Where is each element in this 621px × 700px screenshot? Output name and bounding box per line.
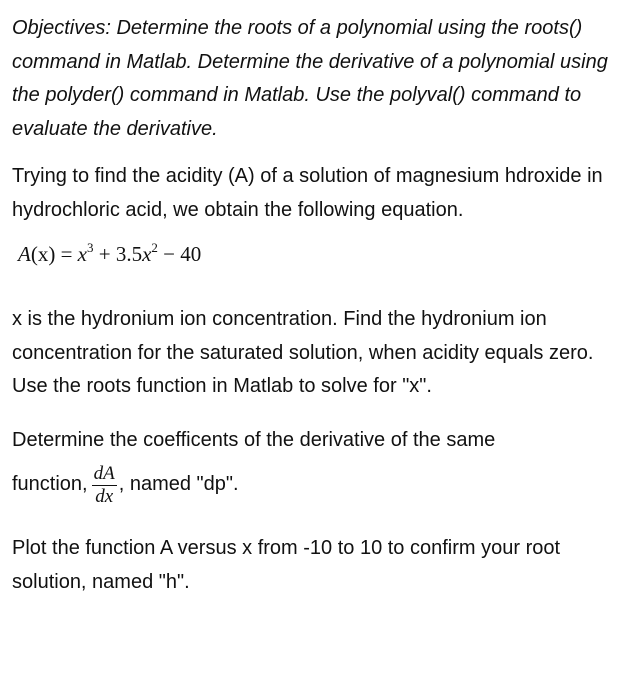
equation-equals: = <box>55 242 78 266</box>
equation-term1-exponent: 3 <box>87 240 94 255</box>
fraction-numerator: dA <box>93 463 115 484</box>
equation-constant-term: − 40 <box>157 242 202 266</box>
equation-lhs-argument: (x) <box>30 242 56 266</box>
derivative-line2 <box>12 463 612 506</box>
equation-term2-variable: x <box>142 242 152 266</box>
hydronium-paragraph: x is the hydronium ion concentration. Find the hydronium ion concentration for the saturated solution, when acidity equals zero. Use the roots function in Matlab to solve for "x". <box>12 308 594 397</box>
derivative-line1: Determine the coefficents of the derivative of the same <box>12 428 496 451</box>
objectives-paragraph: Objectives: Determine the roots of a polynomial using the roots() command in Matlab. Determine the derivative of a polynomial using the polyder() command in Matlab. Use the polyval() command to evaluate the derivative. <box>12 17 608 140</box>
fraction-denominator: dx <box>95 486 114 507</box>
derivative-prefix: function, <box>12 472 88 495</box>
equation-term1-variable: x <box>77 242 87 266</box>
derivative-fraction <box>92 464 117 507</box>
equation-term2-coefficient: + 3.5 <box>93 242 143 266</box>
problem-page <box>12 12 612 599</box>
intro-paragraph: Trying to find the acidity (A) of a solution of magnesium hdroxide in hydrochloric acid, we obtain the following equation. <box>12 165 603 221</box>
equation-lhs-function: A <box>18 242 31 266</box>
polynomial-equation <box>18 239 612 269</box>
plot-paragraph: Plot the function A versus x from -10 to 10 to confirm your root solution, named "h". <box>12 537 561 593</box>
equation-term2-exponent: 2 <box>151 240 158 255</box>
derivative-suffix: , named "dp". <box>118 472 239 495</box>
